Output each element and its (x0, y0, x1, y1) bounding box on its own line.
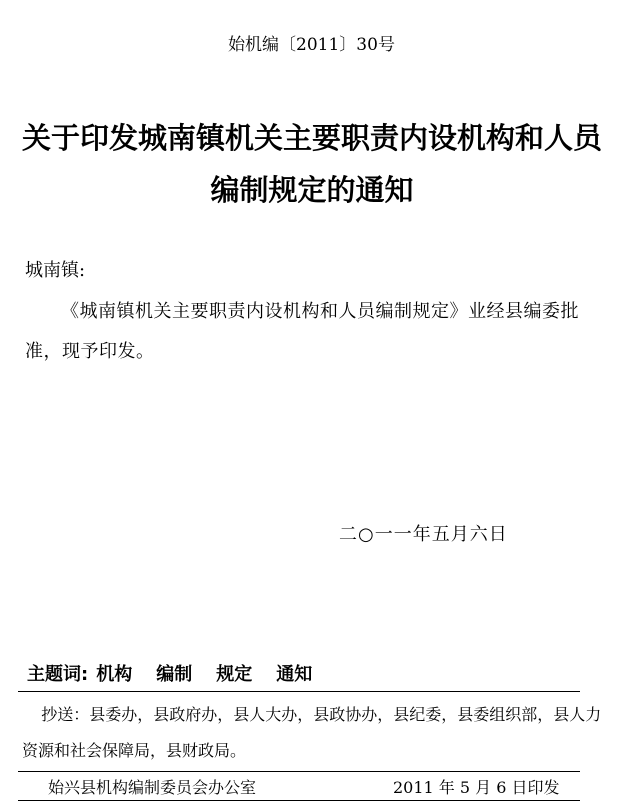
subject-label: 主题词: (27, 664, 89, 685)
print-date: 2011 年 5 月 6 日印发 (393, 778, 560, 797)
cc-list: 抄送：县委办，县政府办，县人大办，县政协办，县纪委，县委组织部，县人力资源和社会保障局，县财政局。 (22, 705, 602, 760)
subject-keywords (27, 660, 336, 686)
issuing-office: 始兴县机构编制委员会办公室 (48, 778, 257, 797)
divider-line (18, 771, 580, 772)
subject-keyword: 通知 (276, 664, 313, 685)
subject-keyword: 编制 (156, 664, 193, 685)
document-number: 始机编〔2011〕30号 (228, 35, 395, 55)
divider-line (18, 691, 580, 692)
subject-keyword: 机构 (96, 664, 133, 685)
document-title: 关于印发城南镇机关主要职责内设机构和人员编制规定的通知 (22, 121, 603, 207)
body-paragraph: 《城南镇机关主要职责内设机构和人员编制规定》业经县编委批准，现予印发。 (25, 301, 579, 362)
recipient: 城南镇: (25, 260, 86, 281)
divider-line (18, 800, 580, 801)
issue-date: 二○一一年五月六日 (339, 524, 508, 545)
subject-keyword: 规定 (216, 664, 253, 685)
